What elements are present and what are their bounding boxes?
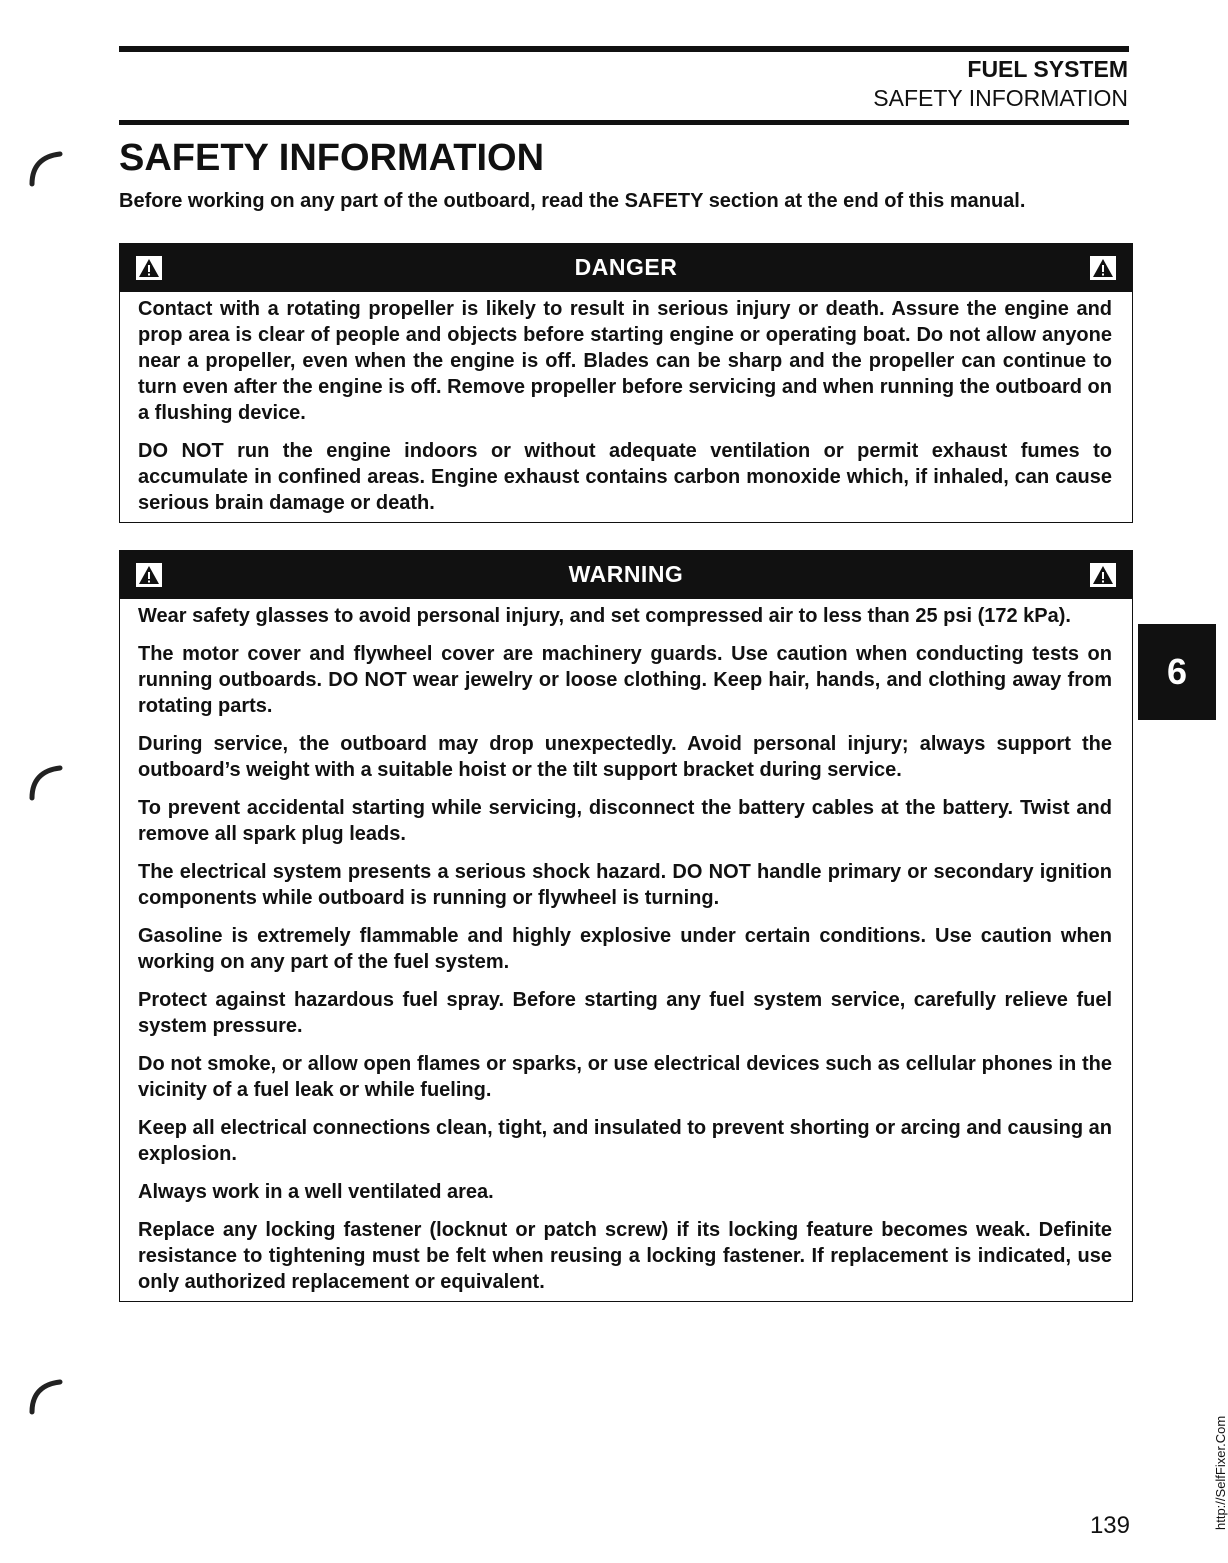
warning-triangle-icon	[1090, 256, 1116, 280]
warning-paragraph: The motor cover and flywheel cover are machinery guards. Use caution when conducting tests on running outboards. DO NOT wear jewelry or loose clothing. Keep hair, hands, and clothing away from rotating parts.	[138, 643, 1112, 717]
page-title: SAFETY INFORMATION	[119, 137, 545, 179]
warning-paragraph: Gasoline is extremely flammable and highly explosive under certain conditions. Use caution when working on any part of the fuel system.	[138, 925, 1112, 973]
danger-paragraph: Contact with a rotating propeller is likely to result in serious injury or death. Assure the engine and prop area is clear of people and objects before starting engine or operating boat. Do not allow anyone near a propeller, even when the engine is off. Blades can be sharp and the propeller can continue to turn even after the engine is off. Remove propeller before servicing and when running the outboard on a flushing device.	[138, 298, 1112, 424]
running-header-section: FUEL SYSTEM	[967, 56, 1128, 82]
warning-label: WARNING	[568, 561, 684, 587]
danger-label: DANGER	[574, 254, 678, 280]
warning-paragraph: Protect against hazardous fuel spray. Before starting any fuel system service, carefully relieve fuel system pressure.	[138, 989, 1112, 1037]
danger-body	[120, 292, 1132, 522]
danger-header	[120, 244, 1132, 292]
warning-paragraph: Keep all electrical connections clean, tight, and insulated to prevent shorting or arcing and causing an explosion.	[138, 1117, 1112, 1165]
warning-paragraph: The electrical system presents a serious shock hazard. DO NOT handle primary or secondary ignition components while outboard is running or flywheel is turning.	[138, 861, 1112, 909]
warning-paragraph: Always work in a well ventilated area.	[138, 1181, 494, 1203]
warning-paragraph: Do not smoke, or allow open flames or sparks, or use electrical devices such as cellular phones in the vicinity of a fuel leak or while fueling.	[138, 1053, 1112, 1101]
warning-triangle-icon	[1090, 563, 1116, 587]
warning-paragraph: During service, the outboard may drop unexpectedly. Avoid personal injury; always support the outboard’s weight with a suitable hoist or the tilt support bracket during service.	[138, 733, 1112, 781]
warning-paragraph: Replace any locking fastener (locknut or patch screw) if its locking feature becomes weak. Definite resistance to tightening must be felt when reusing a locking fastener. If replacement is indicated, use only authorized replacement or equivalent.	[138, 1219, 1112, 1293]
running-header-subsection: SAFETY INFORMATION	[873, 85, 1128, 111]
side-watermark-url: http://SelfFixer.Com	[1213, 1415, 1228, 1530]
header-rule-top	[119, 46, 1129, 52]
warning-paragraph: To prevent accidental starting while servicing, disconnect the battery cables at the battery. Twist and remove all spark plug leads.	[138, 797, 1112, 845]
danger-box	[119, 243, 1133, 523]
binder-hole-icon	[26, 1376, 66, 1416]
page-number: 139	[1089, 1512, 1130, 1539]
binder-hole-icon	[26, 762, 66, 802]
warning-body	[120, 599, 1132, 1301]
danger-paragraph: DO NOT run the engine indoors or without adequate ventilation or permit exhaust fumes to accumulate in confined areas. Engine exhaust contains carbon monoxide which, if inhaled, can cause serious brain damage or death.	[138, 440, 1112, 514]
warning-header	[120, 551, 1132, 599]
intro-text: Before working on any part of the outboard, read the SAFETY section at the end of this manual.	[119, 190, 1026, 212]
chapter-tab: 6	[1138, 624, 1216, 720]
warning-paragraph: Wear safety glasses to avoid personal injury, and set compressed air to less than 25 psi (172 kPa).	[138, 605, 1071, 627]
header-rule-bottom	[119, 120, 1129, 125]
warning-box	[119, 550, 1133, 1302]
binder-hole-icon	[26, 148, 66, 188]
